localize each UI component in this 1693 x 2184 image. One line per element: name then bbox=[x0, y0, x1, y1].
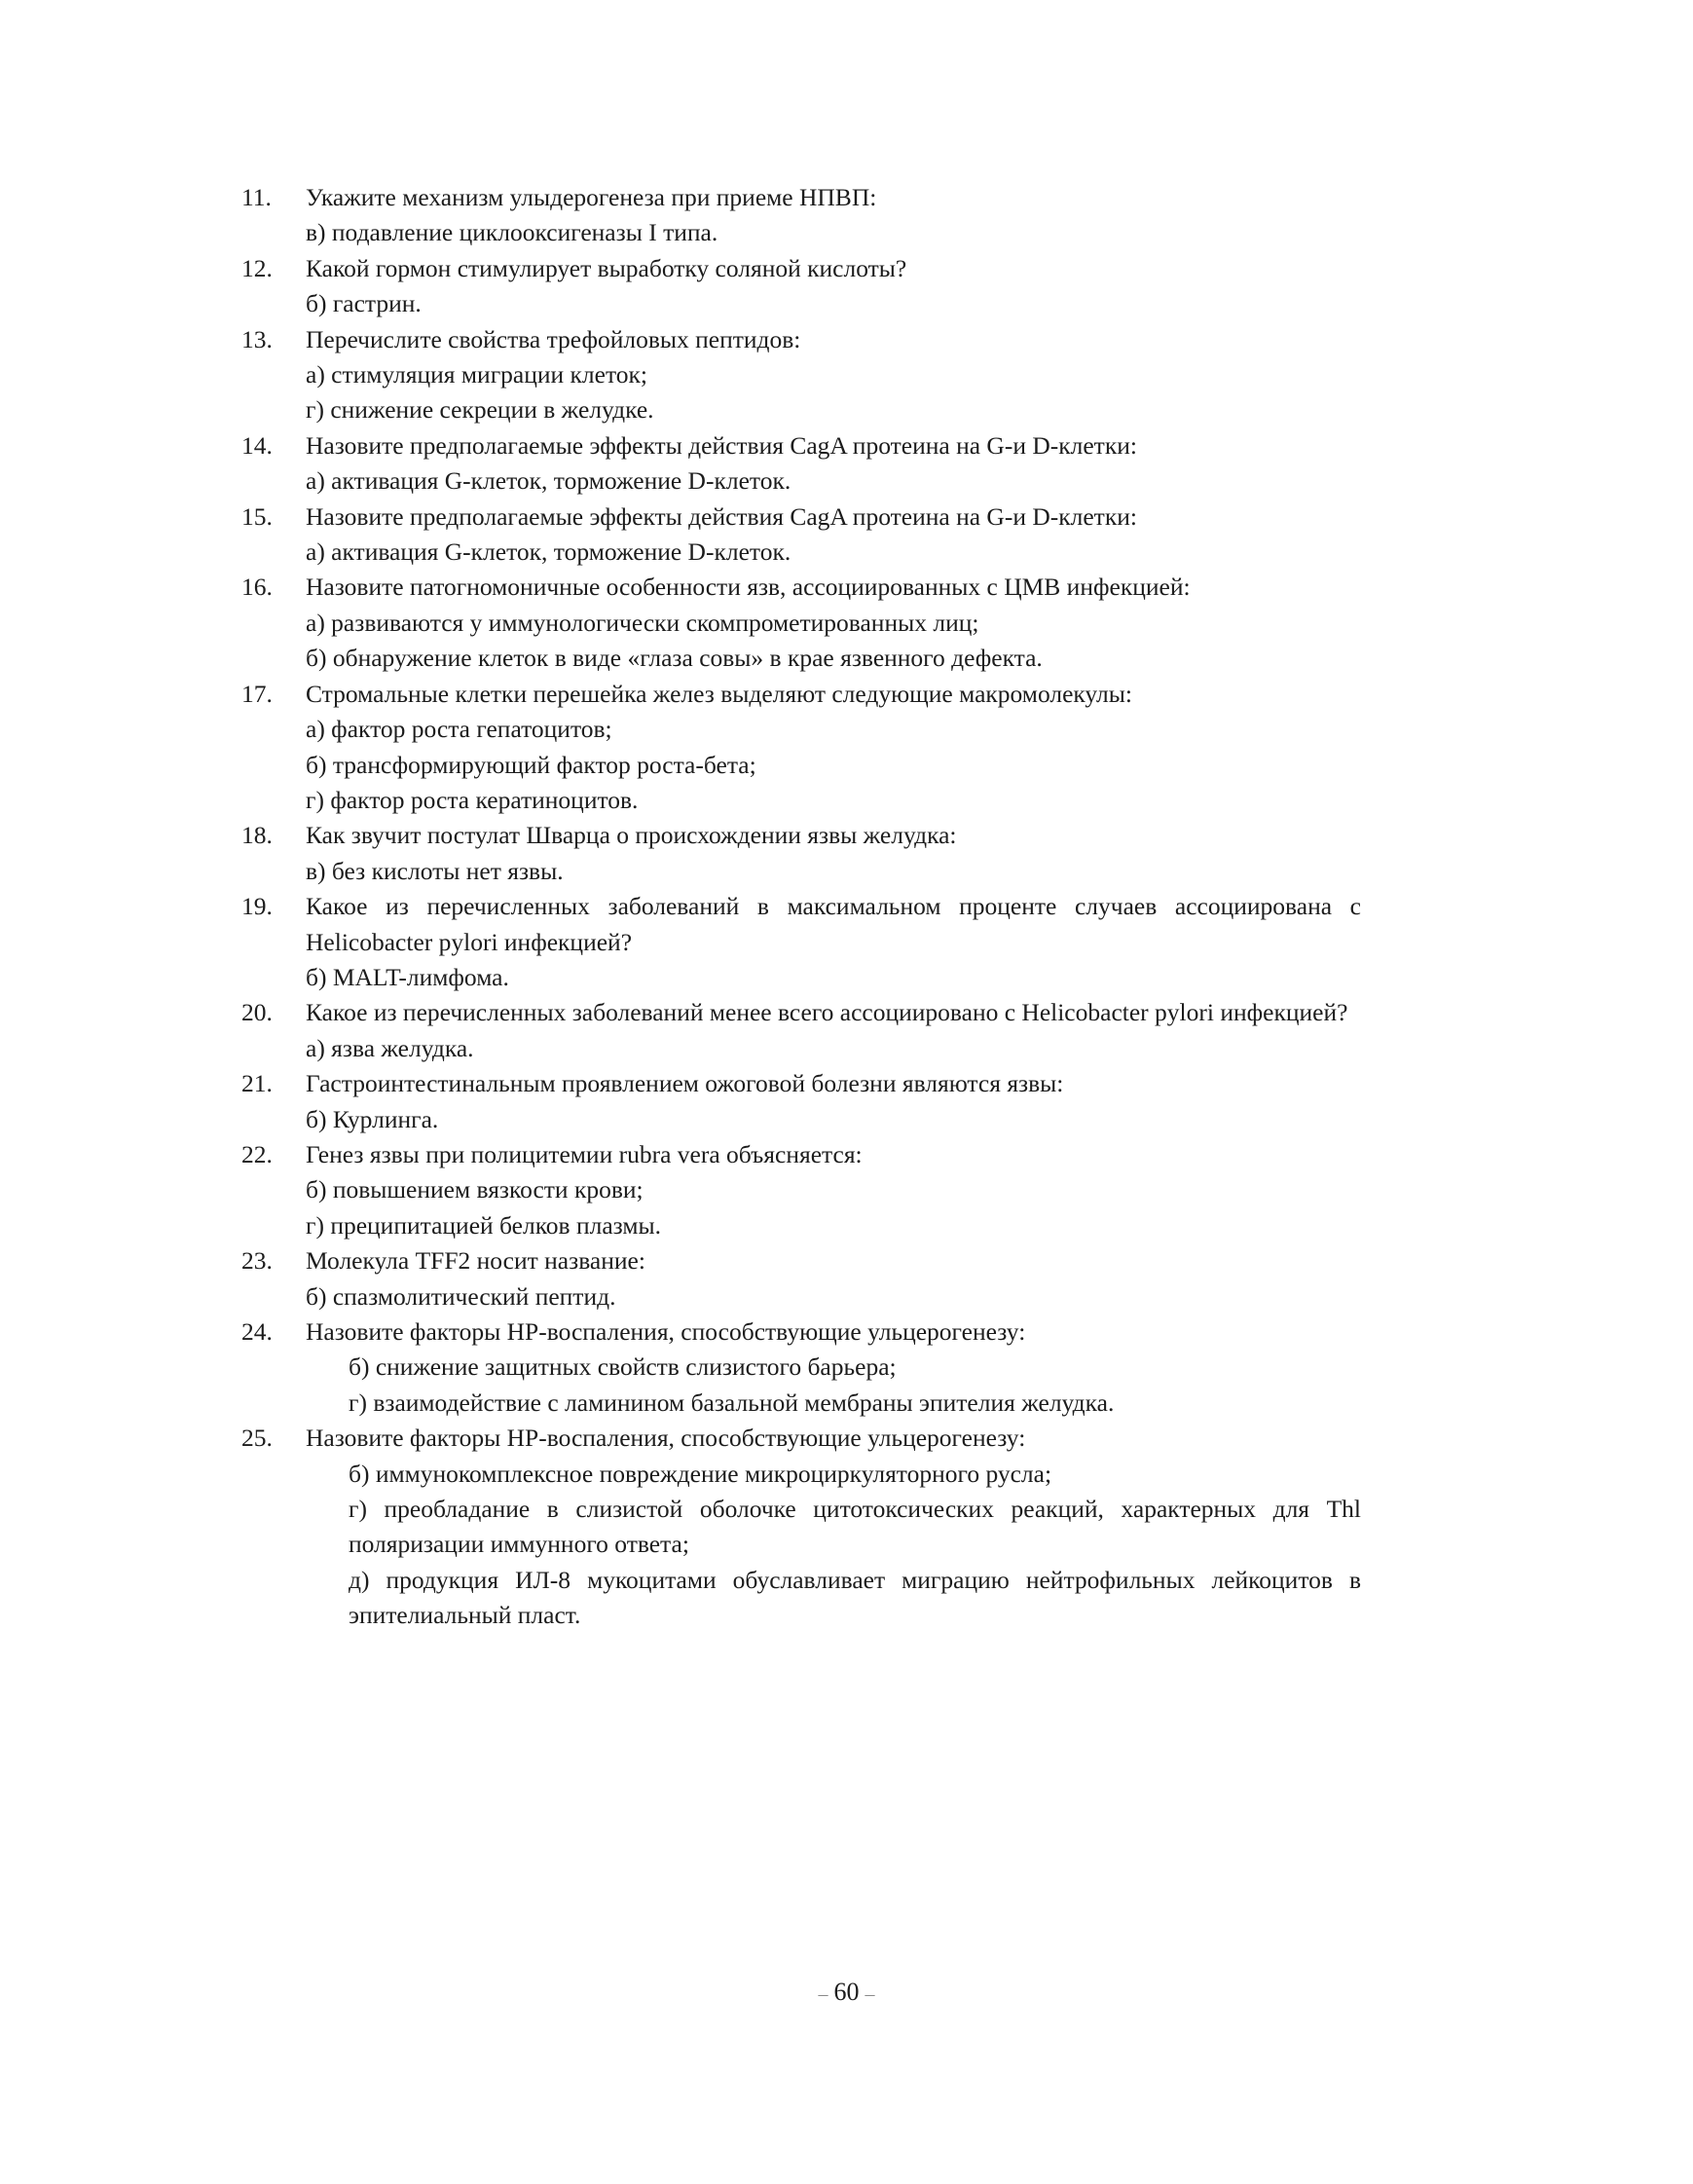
answer-line: г) преобладание в слизистой оболочке цитотоксических реакций, характерных для Thl поляризации иммунного ответа; bbox=[349, 1495, 1361, 1559]
question-text: Молекула TFF2 носит название: bbox=[306, 1246, 645, 1276]
question-number: 17. bbox=[241, 679, 273, 708]
question-text: Укажите механизм улыдерогенеза при приеме НПВП: bbox=[306, 183, 877, 211]
question-text: Назовите факторы HP-воспаления, способствующие ульцерогенезу: bbox=[306, 1317, 1026, 1346]
answer-line: г) преципитацией белков плазмы. bbox=[306, 1210, 662, 1240]
question-item bbox=[241, 180, 1361, 251]
question-number: 20. bbox=[241, 998, 273, 1027]
answer-line: а) развиваются у иммунологически скомпрометированных лиц; bbox=[306, 608, 979, 637]
answer-line: б) трансформирующий фактор роста-бета; bbox=[306, 750, 756, 779]
question-number: 21. bbox=[241, 1069, 273, 1098]
page-number bbox=[0, 1975, 1693, 2012]
question-text: Как звучит постулат Шварца о происхождении язвы желудка: bbox=[306, 821, 957, 850]
question-text: Перечислите свойства трефойловых пептидов: bbox=[306, 324, 801, 353]
question-item bbox=[241, 889, 1361, 995]
question-number: 16. bbox=[241, 573, 273, 602]
answer-line: г) взаимодействие с ламинином базальной мембраны эпителия желудка. bbox=[349, 1388, 1115, 1417]
answer-line: б) снижение защитных свойств слизистого барьера; bbox=[349, 1352, 897, 1382]
answer-line: б) иммунокомплексное повреждение микроциркуляторного русла; bbox=[349, 1459, 1052, 1488]
question-item bbox=[241, 1314, 1361, 1421]
page-number-dash-right: – bbox=[865, 1983, 875, 2005]
question-item bbox=[241, 1066, 1361, 1137]
answer-line: б) повышением вязкости крови; bbox=[306, 1175, 644, 1204]
question-text: Какой гормон стимулирует выработку соляной кислоты? bbox=[306, 253, 907, 282]
question-number: 19. bbox=[241, 892, 273, 921]
answer-line: г) снижение секреции в желудке. bbox=[306, 395, 654, 425]
answer-line: а) активация G-клеток, торможение D-клеток. bbox=[306, 466, 791, 496]
question-item bbox=[241, 251, 1361, 322]
question-text: Какое из перечисленных заболеваний менее всего ассоциировано с Helicobacter pylori инфекцией? bbox=[306, 998, 1348, 1027]
question-text: Назовите предполагаемые эффекты действия CagA протеина на G-и D-клетки: bbox=[306, 430, 1137, 460]
question-text: Назовите патогномоничные особенности язв, ассоциированных с ЦМВ инфекцией: bbox=[306, 573, 1191, 602]
question-number: 22. bbox=[241, 1139, 273, 1168]
question-number: 15. bbox=[241, 501, 273, 531]
answer-line: а) фактор роста гепатоцитов; bbox=[306, 715, 612, 744]
question-item bbox=[241, 428, 1361, 500]
question-number: 14. bbox=[241, 430, 273, 460]
answer-line: а) стимуляция миграции клеток; bbox=[306, 360, 647, 389]
question-text: Генез язвы при полицитемии rubra vera объясняется: bbox=[306, 1139, 863, 1168]
question-item bbox=[241, 995, 1361, 1066]
answer-line: г) фактор роста кератиноцитов. bbox=[306, 785, 639, 814]
question-number: 12. bbox=[241, 253, 273, 282]
question-text: Назовите факторы HP-воспаления, способствующие ульцерогенезу: bbox=[306, 1424, 1026, 1453]
question-item bbox=[241, 677, 1361, 819]
question-number: 13. bbox=[241, 324, 273, 353]
question-text: Стромальные клетки перешейка желез выделяют следующие макромолекулы: bbox=[306, 679, 1132, 708]
page-number-dash-left: – bbox=[818, 1983, 828, 2005]
answer-line: а) язва желудка. bbox=[306, 1033, 474, 1062]
question-text: Какое из перечисленных заболеваний в максимальном проценте случаев ассоциирована с Helicobacter pylori инфекцией? bbox=[306, 892, 1361, 956]
question-number: 11. bbox=[241, 183, 272, 211]
question-text: Гастроинтестинальным проявлением ожоговой болезни являются язвы: bbox=[306, 1069, 1064, 1098]
question-number: 25. bbox=[241, 1424, 273, 1453]
question-item bbox=[241, 1137, 1361, 1243]
question-number: 24. bbox=[241, 1317, 273, 1346]
answer-line: д) продукция ИЛ-8 мукоцитами обуславливает миграцию нейтрофильных лейкоцитов в эпителиальный пласт. bbox=[349, 1565, 1361, 1630]
question-number: 23. bbox=[241, 1246, 273, 1276]
answer-line: а) активация G-клеток, торможение D-клеток. bbox=[306, 537, 791, 567]
answer-line: в) без кислоты нет язвы. bbox=[306, 856, 564, 885]
question-item bbox=[241, 818, 1361, 889]
answer-line: б) спазмолитический пептид. bbox=[306, 1281, 616, 1311]
answer-line: б) гастрин. bbox=[306, 289, 422, 318]
answer-line: в) подавление циклооксигеназы I типа. bbox=[306, 218, 718, 247]
question-item bbox=[241, 500, 1361, 571]
question-item bbox=[241, 1243, 1361, 1314]
page-number-value: 60 bbox=[833, 1978, 860, 2006]
answer-line: б) обнаружение клеток в виде «глаза совы» в крае язвенного дефекта. bbox=[306, 644, 1043, 673]
question-list bbox=[241, 180, 1361, 1634]
question-item bbox=[241, 322, 1361, 428]
answer-line: б) Курлинга. bbox=[306, 1104, 439, 1133]
question-text: Назовите предполагаемые эффекты действия CagA протеина на G-и D-клетки: bbox=[306, 501, 1137, 531]
answer-line: б) MALT-лимфома. bbox=[306, 962, 509, 991]
question-item bbox=[241, 1421, 1361, 1633]
question-item bbox=[241, 570, 1361, 676]
question-number: 18. bbox=[241, 821, 273, 850]
